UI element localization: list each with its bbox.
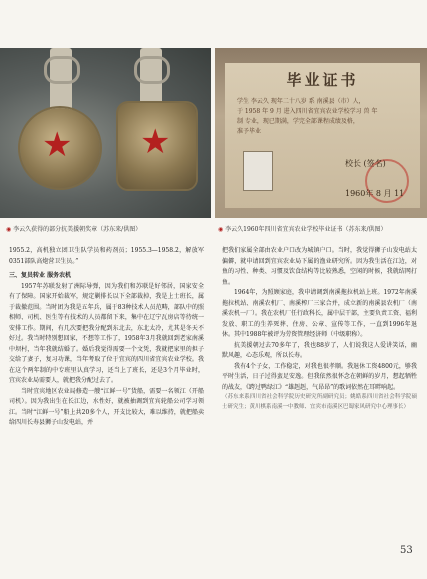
certificate-date: 1960年 8 月 11 bbox=[345, 189, 405, 198]
certificate-line: 于 1958 年 9 月 进入四川省宜宾农业学校学习 兽 年 bbox=[237, 108, 378, 115]
certificate bbox=[225, 63, 420, 208]
section-heading: 三、复员转业 服务农机 bbox=[9, 272, 72, 279]
certificate-text bbox=[237, 97, 415, 137]
page-number: 53 bbox=[400, 545, 413, 556]
certificate-title: 毕业证书 bbox=[286, 71, 359, 89]
paragraph: 1957年苏联发射了洲际导弹，因为我们和苏联是好邻居，国家安全有了保障。国家开始裁军，规定剿排长以下全部裁掉，我是上士班长，属于裁撤范围。当时团为我是五年兵，属于83种技术人员范畴，部队中的照相师、司机、医生等有技术的人员都留下来，集中在辽宁瓦房店等待统一安排工作。期间，有几次要把我分配到东北去，东北太冷，尤其是冬天不好过。我当时特别想回家，不想等工作了，1958年3月我就回到老家南溪中坝村，当年我就结婚了。婚后我觉得需要一个文凭，我就把家里的担子交给了妻子，复习功课，当年考取了位于宜宾的四川省宜宾农业学校。我在这个两年制的中专班里认真学习，还当上了班长，还是3个月毕业时，宜宾农业局需要人，就把我分配过去了。 bbox=[9, 282, 204, 384]
left-column bbox=[9, 246, 204, 429]
medal bbox=[118, 103, 196, 189]
right-column bbox=[222, 246, 417, 412]
medals-photo bbox=[0, 48, 211, 218]
certificate-photo bbox=[215, 48, 427, 218]
caption-text: 李云久1960年四川省宜宾农业学校毕业证书（苏东来/供图） bbox=[225, 226, 387, 233]
medal-pin bbox=[134, 56, 170, 84]
paragraph: 1955.2，高机独立团卫生队学员和药剂员；1955.3—1958.2，解放军0351部队高炮营卫生员。” bbox=[9, 247, 204, 265]
paragraph: 把我们家属全部由农业户口改为城镇户口。当时，我觉得狮子山发电站太偏僻，就申请回到宜宾农业局下属的渔业研究所。因为我生活在江边，对鱼的习性、种类、习惯及饮食结构等比较熟悉，空闲的时候，我就结网打鱼。 bbox=[222, 247, 417, 286]
certificate-line: 制 专业，现已期满，学完全部课程成绩及格， bbox=[237, 118, 359, 125]
red-star-icon: ★ bbox=[42, 125, 73, 165]
caption-left bbox=[6, 225, 141, 234]
certificate-line: 准予毕业 bbox=[237, 128, 262, 135]
medal-pin bbox=[44, 56, 80, 84]
author-note: （苏东来系四川省社会科学院历史研究所副研究员；姚皓系四川省社会科学院硕士研究生；黄川棋系南溪一中教师、宜宾市南溪区巴蜀家风研究中心理事长） bbox=[222, 394, 417, 410]
paragraph: 1964年，为照顾家庭，我申请调到南溪拖拉机站上班。1972年南溪拖拉机站、南溪农机厂、南溪榨厂三家合并，成立新的南溪县农机厂（南溪农机一厂）。我在农机厂任行政科长，属中层干部，主要负责工资、福利发放、职工的生养死葬、住房、公章、宣传等工作，一直到1996年退休。其中1988年被评为劳资管理经济师（中级职称）。 bbox=[222, 289, 418, 338]
red-star-icon: ★ bbox=[140, 122, 171, 162]
paragraph: 抗美援朝过去70多年了，我也88岁了，人们说我这人爱讲笑话，幽默风趣，心态乐观，所以长寿。 bbox=[222, 341, 417, 359]
caption-bullet-icon: ◉ bbox=[218, 226, 224, 233]
photo-strip bbox=[0, 48, 427, 218]
paragraph: 当时宜宾地区农业局修造一艘“江鲜一号”货船，需要一名领江（开船司机）。因为我出生在长江边，水性好，就被抽调到宜宾轮船公司学习领江。当时“江鲜一号”船上共20多个人，开支比较大，难以维持，就把船卖给四川长寿县狮子山发电站，并 bbox=[9, 387, 204, 426]
paragraph: 我有4个子女，工作稳定，对我也很孝顺。我退休工资4800元，够我平时生活，日子过得蛮足安逸。但我依然很怀念在朝鲜的岁月，想起牺牲的战友，《跨过鸭绿江》“雄赳赳，气昂昂”的歌词依然在耳畔响起。 bbox=[222, 362, 417, 391]
caption-right bbox=[218, 225, 386, 234]
caption-bullet-icon: ◉ bbox=[6, 226, 12, 233]
medal bbox=[20, 108, 100, 188]
certificate-signature: 校长 (签名) bbox=[345, 159, 386, 168]
caption-text: 李云久获得的部分抗美援朝奖章（苏东来/供图） bbox=[13, 226, 142, 233]
certificate-line: 学生 李云久 现年二十八岁 系 南溪县（市）人， bbox=[237, 98, 365, 105]
portrait-photo bbox=[243, 151, 273, 191]
